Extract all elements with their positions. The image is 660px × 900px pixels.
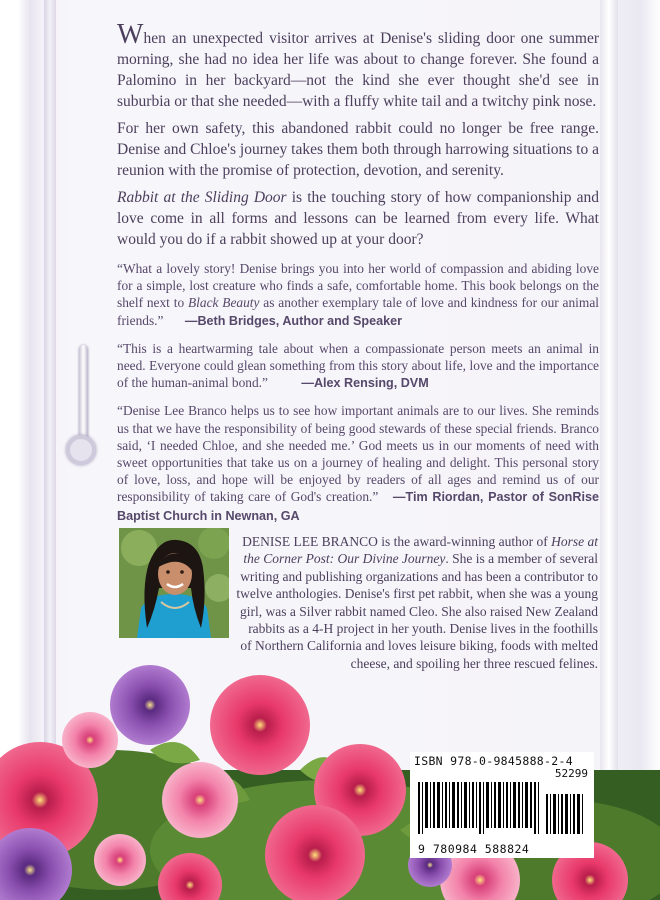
reviews [117,260,599,535]
author-book-title: Horse at the Corner Post: Our Divine Journey [243,534,598,567]
barcode-digits: 9 780984 588824 [418,842,530,856]
author-photo [119,528,229,638]
author-portrait-illustration [119,528,229,638]
review-attribution: —Tim Riordan, Pastor of SonRise Baptist Church in Newnan, GA [117,490,599,523]
review-1: “What a lovely story! Denise brings you into her world of compassion and abiding love for a simple, lost creature who finds a safe, comfortable home. This book belongs on the shelf next to Black Beauty as another exemplary tale of love and kindness for our animal friends.” —Beth Bridges, Author and Speaker [117,261,599,328]
drop-cap: W [117,19,144,50]
door-handle-ring [66,435,96,465]
door-handle-bar [79,345,88,445]
review-attribution: —Alex Rensing, DVM [301,376,429,391]
isbn-label: ISBN 978-0-9845888-2-4 [414,754,573,768]
book-title: Rabbit at the Sliding Door [117,189,287,206]
review-2: “This is a heartwarming tale about when a compassionate person meets an animal in need. Everyone could glean something from this story about life, love and the importance of the human-animal bond.” —Alex Rensing, DVM [117,340,599,391]
synopsis [117,19,599,256]
review-attribution: —Beth Bridges, Author and Speaker [184,313,403,328]
referenced-book-title: Black Beauty [187,295,260,311]
synopsis-paragraph-3: Rabbit at the Sliding Door is the touching story of how companionship and love come in all forms and lessons can be learned from every life. What would you do if a rabbit showed up at your door? [117,189,599,248]
price-code: 52299 [554,767,588,780]
barcode-bars [414,770,590,840]
review-3: “Denise Lee Branco helps us to see how important animals are to our lives. She reminds us that we have the responsibility of being good stewards of these special friends. Branco said, ‘I needed Chloe, and she needed me.’ God meets us in our moments of need with sweet opportunities that take us on a journey of healing and delight. This personal story of love, loss, and hope will be enjoyed by readers of all ages and remind us of our responsibility of taking care of God's creation.” —Tim Riordan, Pastor of SonRise Baptist Church in Newnan, GA [117,403,599,523]
door-handle [66,345,100,465]
synopsis-paragraph-2: For her own safety, this abandoned rabbit could no longer be free range. Denise and Chloe's journey takes them both through harrowing situations to a reunion with the promise of protection, devotion, and serenity. [117,120,599,179]
synopsis-paragraph-1: When an unexpected visitor arrives at Denise's sliding door one summer morning, she had no idea her life was about to change forever. She found a Palomino in her backyard—not the kind she ever thought she'd see in suburbia or that she needed—with a fluffy white tail and a twitchy pink nose. [117,19,599,110]
author-bio: DENISE LEE BRANCO is the award-winning author of Horse at the Corner Post: Our Divine Journey. She is a member of several writing and publishing organizations and has been a contributor to twelve anthologies. Denise's first pet rabbit, when she was a young girl, was a Silver rabbit named Cleo. She also raised New Zealand rabbits as a 4-H project in her youth. Denise lives in the foothills of Northern California and loves leisure biking, foods with melted cheese, and spoiling her three rescued felines. [236,534,598,671]
isbn-barcode [410,752,594,858]
